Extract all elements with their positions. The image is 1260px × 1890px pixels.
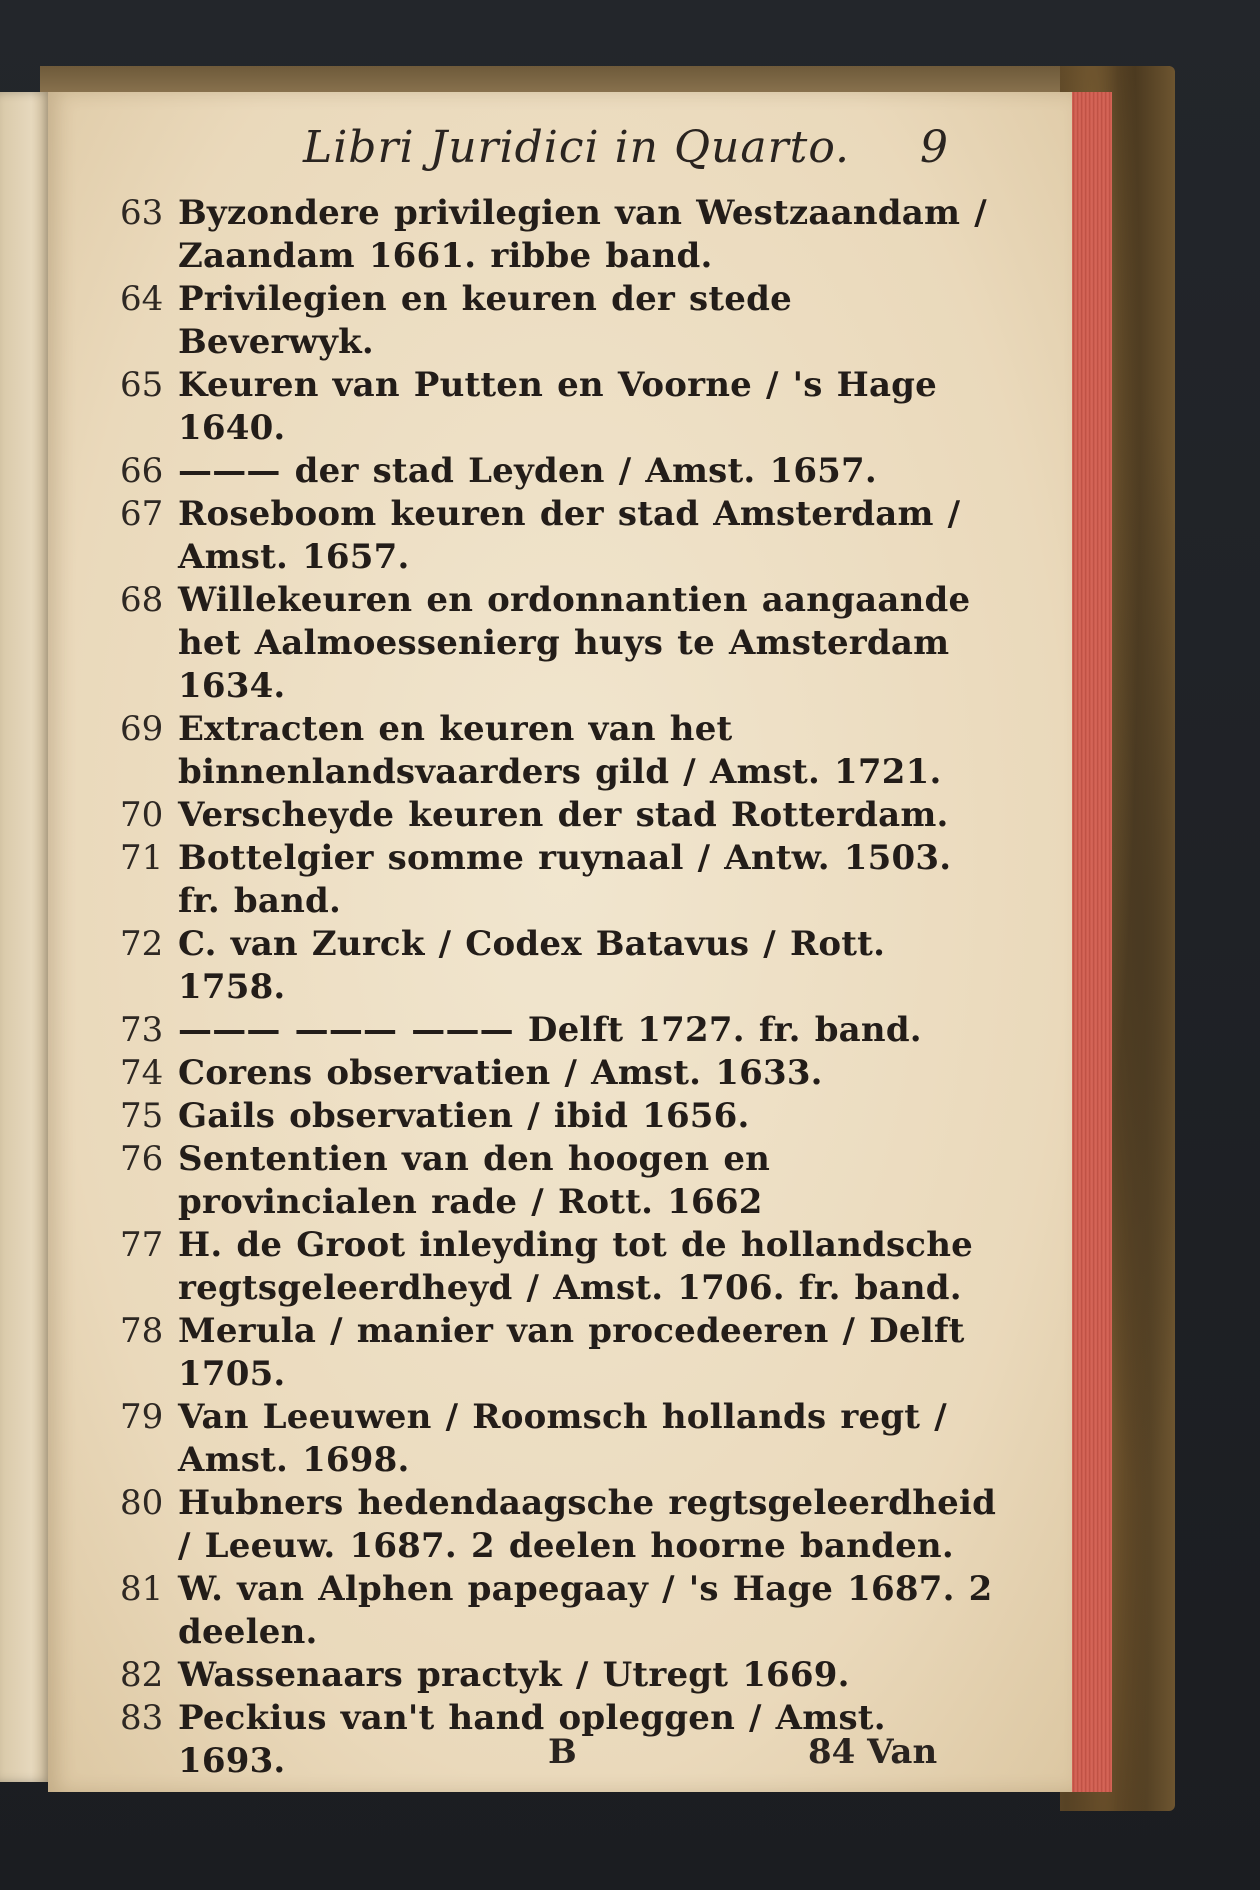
catalog-entry — [120, 450, 1000, 493]
entry-number: 79 — [120, 1397, 164, 1437]
entry-text: C. van Zurck / Codex Batavus / Rott. 1758. — [178, 924, 886, 1007]
entry-number: 73 — [120, 1010, 164, 1050]
catalog-entry — [120, 1138, 1000, 1224]
page-number: 9 — [920, 122, 948, 173]
entry-number: 72 — [120, 924, 164, 964]
entry-text: Peckius van't hand opleggen / Amst. 1693. — [178, 1698, 886, 1781]
catalog-entry — [120, 794, 1000, 837]
entry-text: Privilegien en keuren der stede Beverwyk. — [178, 279, 792, 362]
entry-text: Bottelgier somme ruynaal / Antw. 1503. fr. band. — [178, 838, 952, 921]
catalog-entry — [120, 1310, 1000, 1396]
entry-text: Extracten en keuren van het binnenlandsvaarders gild / Amst. 1721. — [178, 709, 942, 792]
catchword: 84 Van — [808, 1732, 938, 1772]
entry-number: 82 — [120, 1655, 164, 1695]
entry-number: 75 — [120, 1096, 164, 1136]
entry-number: 81 — [120, 1569, 164, 1609]
entry-text: Merula / manier van procedeeren / Delft 1705. — [178, 1311, 965, 1394]
entry-text: H. de Groot inleyding tot de hollandsche regtsgeleerdheyd / Amst. 1706. fr. band. — [178, 1225, 973, 1308]
red-page-edges — [1070, 92, 1112, 1792]
catalog-entry — [120, 923, 1000, 1009]
entry-text: Keuren van Putten en Voorne / 's Hage 1640. — [178, 365, 937, 448]
signature-mark: B — [548, 1732, 577, 1772]
entry-number: 66 — [120, 451, 164, 491]
entry-text: Willekeuren en ordonnantien aangaande het Aalmoessenierg huys te Amsterdam 1634. — [178, 580, 971, 706]
entry-text: ——— der stad Leyden / Amst. 1657. — [178, 451, 877, 491]
entry-text: Gails observatien / ibid 1656. — [178, 1096, 750, 1136]
catalog-entry — [120, 278, 1000, 364]
catalog-entry — [120, 1009, 1000, 1052]
catalog-entry — [120, 1052, 1000, 1095]
catalog-entry — [120, 579, 1000, 708]
entry-number: 74 — [120, 1053, 164, 1093]
entry-text: ——— ——— ——— Delft 1727. fr. band. — [178, 1010, 922, 1050]
entry-number: 71 — [120, 838, 164, 878]
entry-text: W. van Alphen papegaay / 's Hage 1687. 2 deelen. — [178, 1569, 993, 1652]
entry-number: 69 — [120, 709, 164, 749]
entry-number: 83 — [120, 1698, 164, 1738]
entry-text: Corens observatien / Amst. 1633. — [178, 1053, 823, 1093]
entry-text: Wassenaars practyk / Utregt 1669. — [178, 1655, 850, 1695]
catalog-entry — [120, 1568, 1000, 1654]
entry-number: 63 — [120, 193, 164, 233]
catalog-entry — [120, 1095, 1000, 1138]
catalog-entry — [120, 1654, 1000, 1697]
entry-text: Verscheyde keuren der stad Rotterdam. — [178, 795, 949, 835]
entry-number: 70 — [120, 795, 164, 835]
catalog-entries — [120, 192, 1000, 1783]
page-footer — [48, 1732, 1072, 1782]
catalog-entry — [120, 1482, 1000, 1568]
catalog-entry — [120, 708, 1000, 794]
entry-number: 78 — [120, 1311, 164, 1351]
catalog-entry — [120, 192, 1000, 278]
left-page-sliver — [0, 92, 52, 1782]
catalog-entry — [120, 837, 1000, 923]
entry-text: Byzondere privilegien van Westzaandam / Zaandam 1661. ribbe band. — [178, 193, 987, 276]
catalog-entry — [120, 1396, 1000, 1482]
entry-number: 68 — [120, 580, 164, 620]
catalog-entry — [120, 1224, 1000, 1310]
entry-text: Sententien van den hoogen en provincialen rade / Rott. 1662 — [178, 1139, 771, 1222]
entry-text: Roseboom keuren der stad Amsterdam / Amst. 1657. — [178, 494, 961, 577]
entry-number: 80 — [120, 1483, 164, 1523]
entry-number: 67 — [120, 494, 164, 534]
page-header — [48, 122, 1072, 182]
entry-text: Hubners hedendaagsche regtsgeleerdheid / Leeuw. 1687. 2 deelen hoorne banden. — [178, 1483, 997, 1566]
entry-number: 77 — [120, 1225, 164, 1265]
entry-number: 65 — [120, 365, 164, 405]
entry-number: 76 — [120, 1139, 164, 1179]
entry-number: 64 — [120, 279, 164, 319]
catalog-entry — [120, 364, 1000, 450]
entry-text: Van Leeuwen / Roomsch hollands regt / Amst. 1698. — [178, 1397, 947, 1480]
catalog-entry — [120, 493, 1000, 579]
running-title: Libri Juridici in Quarto. — [303, 122, 851, 173]
book-page — [48, 92, 1072, 1792]
